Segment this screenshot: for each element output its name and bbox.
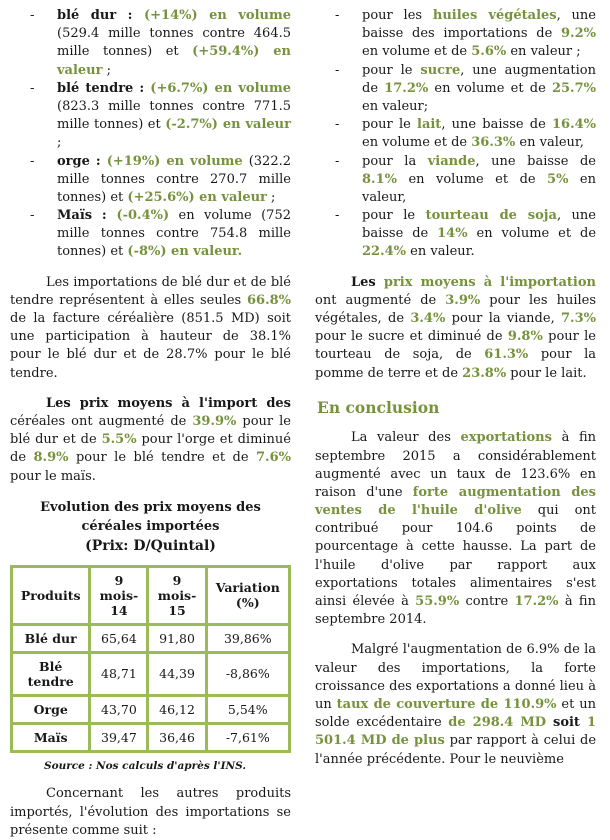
table-title-price-unit: (Prix: D/Quintal): [85, 538, 216, 555]
product-imports-list: [315, 7, 596, 262]
list-item-text: pour les huiles végétales, une baisse des importations de 9.2% en volume et de 5.6% en valeur ;: [362, 8, 596, 60]
list-item-text: Maïs : (-0.4%) en volume (752 mille tonnes contre 754.8 mille tonnes) et (-8%) en valeur.: [57, 208, 291, 260]
cell-value: 39,47: [90, 723, 148, 751]
import-price-summary-paragraph: Les prix moyens à l'importation ont augmenté de 3.9% pour les huiles végétales, de 3.4% pour la viande, 7.3% pour le sucre et diminué de 9.8% pour le tourteau de soja, de 61.3% pour la pomme de terre et de 23.8% pour le lait.: [315, 274, 596, 381]
table-row: [12, 652, 290, 695]
cell-variation: 39,86%: [206, 624, 289, 652]
table-row: [12, 695, 290, 723]
list-item-text: pour le sucre, une augmentation de 17.2% en volume et de 25.7% en valeur;: [362, 62, 596, 114]
list-item-text: blé tendre : (+6.7%) en volume (823.3 mille tonnes contre 771.5 mille tonnes) et (-2.7%) en valeur ;: [57, 80, 291, 151]
cell-product: Orge: [12, 695, 90, 723]
cell-product: Blé dur: [12, 624, 90, 652]
dash-marker: -: [335, 153, 340, 169]
list-item-ble-dur: [10, 7, 291, 80]
table-row: [12, 723, 290, 751]
left-column: [10, 7, 291, 840]
cell-value: 36,46: [148, 723, 206, 751]
import-prices-paragraph: Les prix moyens à l'import des céréales ont augmenté de 39.9% pour le blé dur et de 5.5% pour l'orge et diminué de 8.9% pour le blé tendre et de 7.6% pour le maïs.: [10, 395, 291, 484]
list-item-mais: [10, 207, 291, 262]
cell-product: Blé tendre: [12, 652, 90, 695]
list-item-sucre: [315, 62, 596, 117]
table-header-row: [12, 566, 290, 624]
header-produits: Produits: [12, 566, 90, 624]
cell-variation: -7,61%: [206, 723, 289, 751]
cell-value: 44,39: [148, 652, 206, 695]
conclusion-paragraph-1: La valeur des exportations à fin septembre 2015 a considérablement augmenté avec un taux de 123.6% en raison d'une forte augmentation des ventes de l'huile d'olive qui ont contribué pour 104.6 points de pourcentage à cette hausse. La part de l'huile d'olive par rapport aux exportations totales alimentaires s'est ainsi élevée à 55.9% contre 17.2% à fin septembre 2014.: [315, 430, 597, 628]
right-column: [315, 7, 596, 840]
cereal-prices-table: [10, 565, 291, 753]
cell-variation: -8,86%: [206, 652, 289, 695]
dash-marker: -: [335, 117, 340, 133]
list-item-text: blé dur : (+14%) en volume (529.4 mille tonnes contre 464.5 mille tonnes) et (+59.4%) en valeur ;: [57, 8, 291, 78]
cell-value: 43,70: [90, 695, 148, 723]
list-item-huiles-vegetales: [315, 7, 596, 62]
table-title-line-1: Evolution des prix moyens des: [40, 499, 261, 515]
dash-marker: -: [335, 62, 340, 78]
list-item-ble-tendre: [10, 80, 291, 153]
list-item-text: pour le lait, une baisse de 16.4% en volume et de 36.3% en valeur,: [362, 117, 596, 151]
conclusion-heading: En conclusion: [317, 397, 440, 417]
list-item-text: orge : (+19%) en volume (322.2 mille tonnes contre 270.7 mille tonnes) et (+25.6%) en valeur ;: [57, 153, 291, 205]
cell-value: 48,71: [90, 652, 148, 695]
cell-value: 65,64: [90, 624, 148, 652]
header-variation: Variation (%): [206, 566, 289, 624]
header-9mois15: 9 mois-15: [148, 566, 206, 624]
list-item-text: pour la viande, une baisse de 8.1% en volume et de 5% en valeur,: [362, 153, 596, 205]
dash-marker: -: [30, 80, 35, 96]
table-title-line-2: céréales importées: [81, 518, 220, 534]
list-item-tourteau-soja: [315, 207, 596, 262]
list-item-viande: [315, 153, 596, 208]
other-products-paragraph: Concernant les autres produits importés, l'évolution des importations se présente comme suit :: [10, 786, 291, 838]
table-title: [10, 499, 291, 557]
dash-marker: -: [335, 208, 340, 224]
list-item-text: pour le tourteau de soja, une baisse de 14% en volume et de 22.4% en valeur.: [362, 208, 597, 260]
dash-marker: -: [335, 8, 340, 23]
list-item-orge: [10, 153, 291, 208]
dash-marker: -: [30, 8, 35, 23]
cell-product: Maïs: [12, 723, 90, 751]
imports-share-paragraph: Les importations de blé dur et de blé tendre représentent à elles seules 66.8% de la facture céréalière (851.5 MD) soit une participation à hauteur de 38.1% pour le blé dur et de 28.7% pour le blé tendre.: [10, 274, 291, 381]
cereal-variation-list: [10, 7, 291, 262]
header-9mois14: 9 mois-14: [90, 566, 148, 624]
table-source: Source : Nos calculs d'après l'INS.: [44, 759, 247, 772]
cell-value: 91,80: [148, 624, 206, 652]
cell-value: 46,12: [148, 695, 206, 723]
table-row: [12, 624, 290, 652]
conclusion-paragraph-2: Malgré l'augmentation de 6.9% de la valeur des importations, la forte croissance des exportations a donné lieu à un taux de couverture de 110.9% et un solde excédentaire de 298.4 MD soit 1 501.4 MD de plus par rapport à celui de l'année précédente. Pour le neuvième: [315, 642, 597, 767]
list-item-lait: [315, 116, 596, 152]
dash-marker: -: [30, 208, 35, 224]
dash-marker: -: [30, 153, 35, 169]
cell-variation: 5,54%: [206, 695, 289, 723]
